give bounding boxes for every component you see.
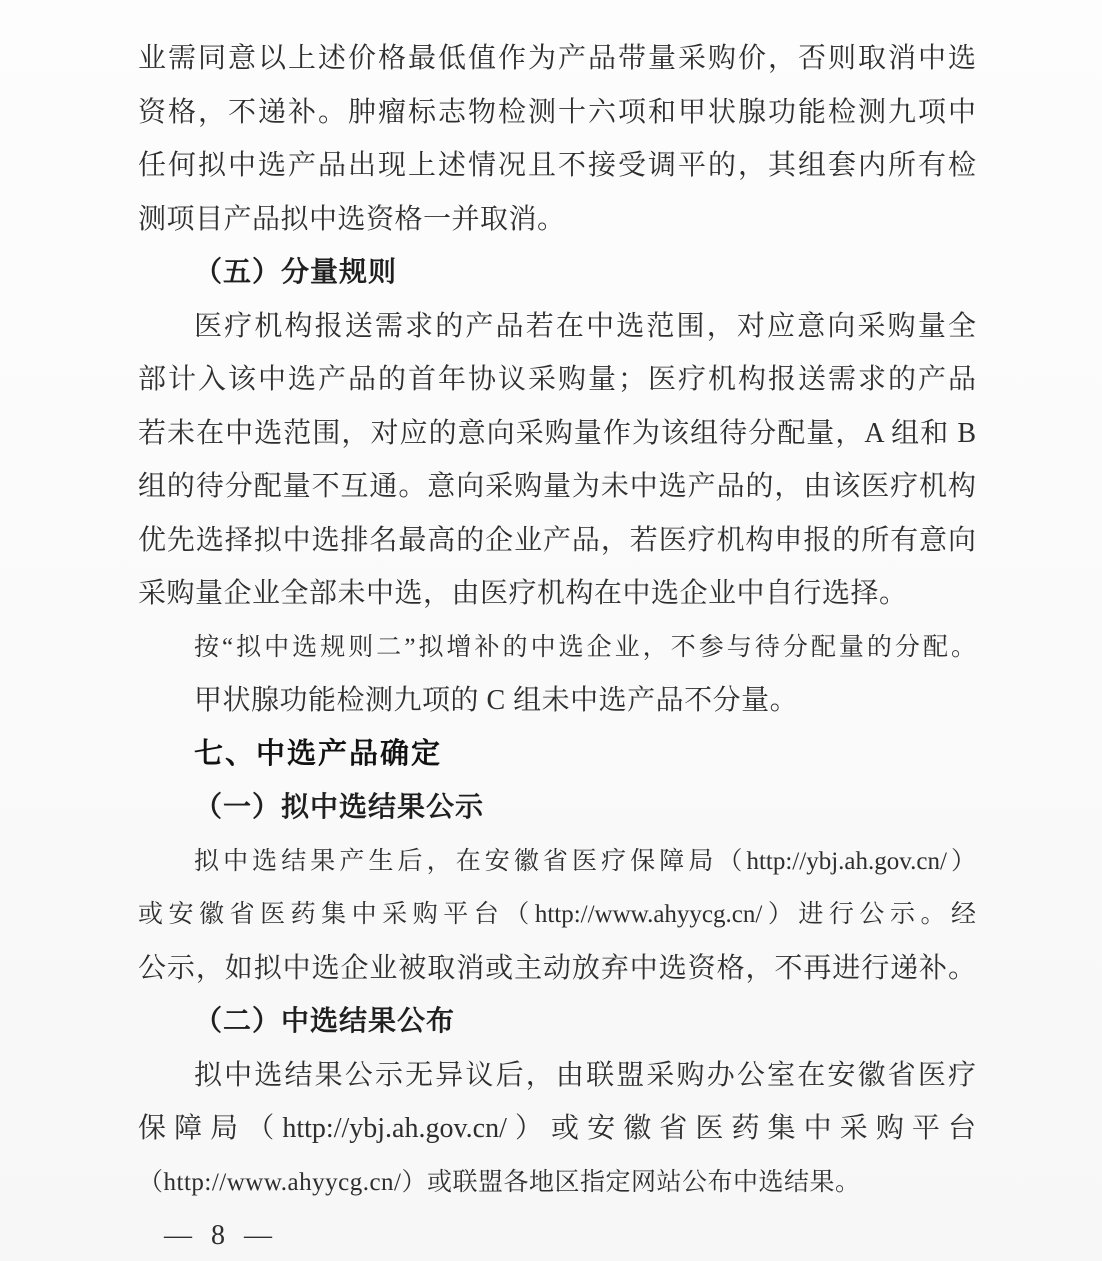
text-line: 按“拟中选规则二”拟增补的中选企业，不参与待分配量的分配。 — [194, 633, 976, 661]
text-line: 保障局（http://ybj.ah.gov.cn/）或安徽省医药集中采购平台 — [138, 1113, 976, 1144]
text-line: 或安徽省医药集中采购平台（http://www.ahyycg.cn/）进行公示。经 — [138, 901, 976, 928]
subsection-heading-1: （一）拟中选结果公示 — [194, 792, 485, 823]
text-line: 若未在中选范围，对应的意向采购量作为该组待分配量，A 组和 B — [138, 417, 976, 449]
text-line: 拟中选结果公示无异议后，由联盟采购办公室在安徽省医疗 — [194, 1059, 976, 1091]
page-number: — 8 — — [164, 1220, 278, 1251]
text-line: 拟中选结果产生后，在安徽省医疗保障局（http://ybj.ah.gov.cn/） — [194, 847, 976, 875]
text-line: 采购量企业全部未中选，由医疗机构在中选企业中自行选择。 — [138, 578, 908, 609]
text-line: 业需同意以上述价格最低值作为产品带量采购价，否则取消中选 — [138, 43, 976, 74]
text-line: 资格，不递补。肿瘤标志物检测十六项和甲状腺功能检测九项中 — [138, 96, 976, 128]
text-line: 优先选择拟中选排名最高的企业产品，若医疗机构申报的所有意向 — [138, 524, 976, 556]
text-line: 测项目产品拟中选资格一并取消。 — [138, 203, 566, 235]
text-line: 医疗机构报送需求的产品若在中选范围，对应意向采购量全 — [194, 310, 976, 342]
text-line: （http://www.ahyycg.cn/）或联盟各地区指定网站公布中选结果。 — [138, 1168, 861, 1196]
text-line: 公示，如拟中选企业被取消或主动放弃中选资格，不再进行递补。 — [138, 952, 976, 984]
section-heading-7: 七、中选产品确定 — [194, 737, 443, 770]
text-line: 部计入该中选产品的首年协议采购量；医疗机构报送需求的产品 — [138, 364, 976, 395]
text-content — [138, 32, 976, 1261]
text-line: 甲状腺功能检测九项的 C 组未中选产品不分量。 — [194, 685, 799, 716]
subsection-heading-2: （二）中选结果公布 — [194, 1006, 456, 1037]
text-line: 组的待分配量不互通。意向采购量为未中选产品的，由该医疗机构 — [138, 471, 976, 502]
text-line: 任何拟中选产品出现上述情况且不接受调平的，其组套内所有检 — [138, 150, 976, 181]
subsection-heading-5: （五）分量规则 — [194, 257, 398, 288]
